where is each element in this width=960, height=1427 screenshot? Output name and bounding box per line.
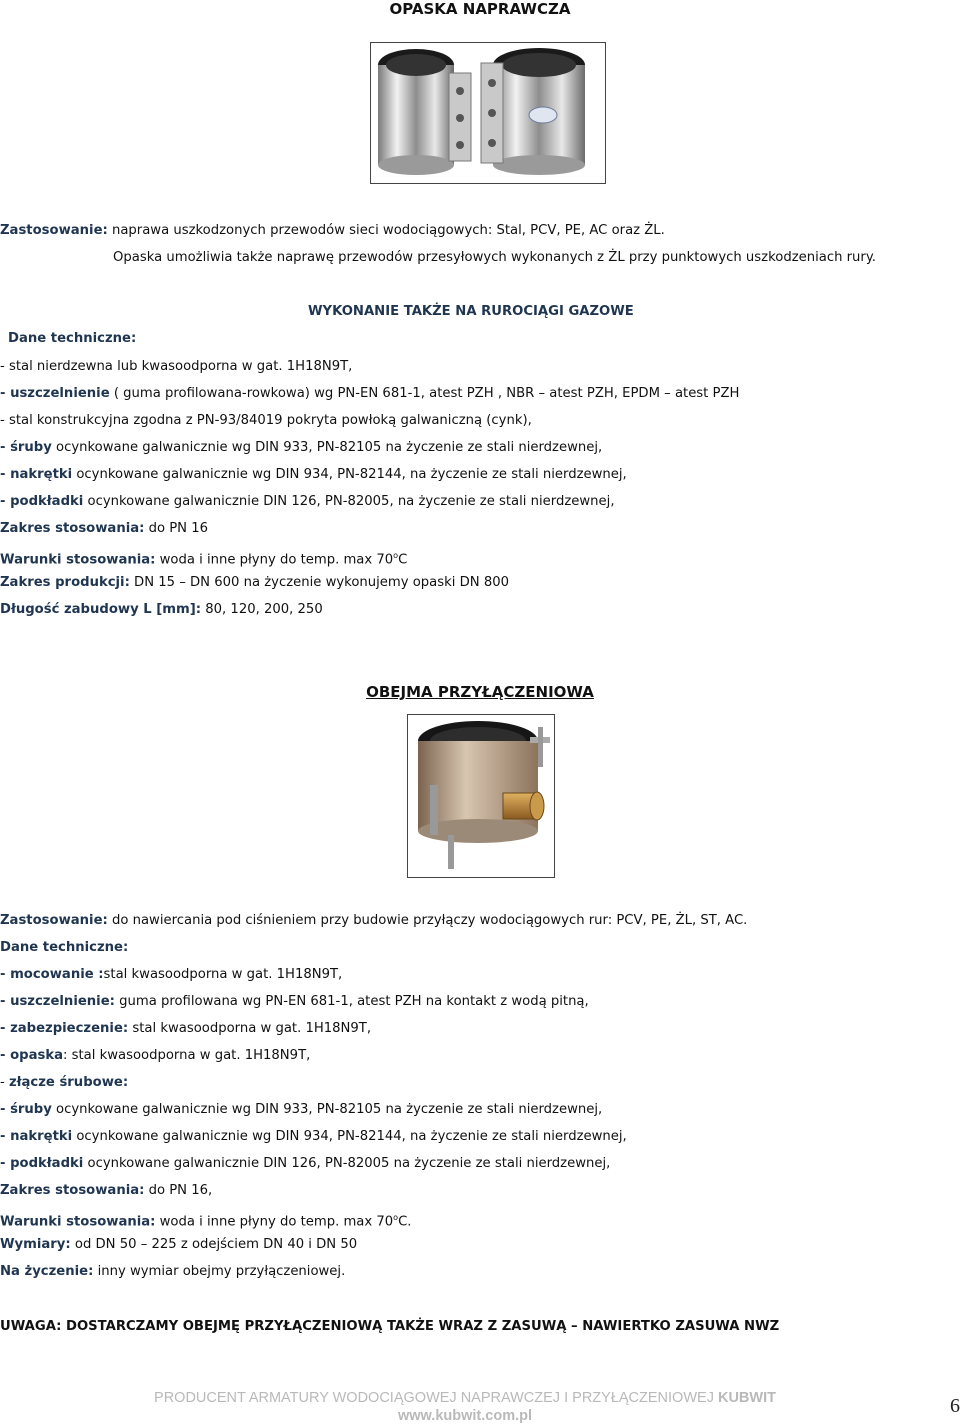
s1-bolts-text: ocynkowane galwanicznie wg DIN 933, PN-82105 na życzenie ze stali nierdzewnej,: [51, 440, 603, 455]
tapping-saddle-image: [408, 715, 554, 877]
s1-washers-text: ocynkowane galwanicznie DIN 126, PN-82005, na życzenie ze stali nierdzewnej,: [83, 494, 615, 509]
s2-line-bolts: [0, 1101, 602, 1119]
s2-conditions-unit: C.: [398, 1214, 412, 1230]
s1-line-range: [0, 520, 208, 538]
s2-range-text: do PN 16,: [144, 1183, 213, 1198]
s2-line-seal: [0, 993, 589, 1011]
s2-mounting-label: - mocowanie :: [0, 967, 104, 982]
s2-washers-text: ocynkowane galwanicznie DIN 126, PN-82005 na życzenie ze stali nierdzewnej,: [83, 1156, 611, 1171]
s2-line-washers: [0, 1155, 610, 1173]
s1-length-text: 80, 120, 200, 250: [201, 602, 323, 617]
s2-range-label: Zakres stosowania:: [0, 1183, 145, 1198]
s1-production-label: Zakres produkcji:: [0, 575, 130, 590]
s2-notice: UWAGA: DOSTARCZAMY OBEJMĘ PRZYŁĄCZENIOWĄ TAKŻE WRAZ Z ZASUWĄ – NAWIERTKO ZASUWA NWZ: [0, 1319, 780, 1334]
s2-degree-sup: o: [393, 1213, 399, 1222]
s2-line-band: [0, 1047, 310, 1065]
s1-application-label: Zastosowanie:: [0, 223, 108, 238]
footer-brand: KUBWIT: [717, 1390, 776, 1406]
page-number: 6: [950, 1395, 960, 1417]
s2-request-text: inny wymiar obejmy przyłączeniowej.: [93, 1264, 346, 1279]
s1-length-label: Długość zabudowy L [mm]:: [0, 602, 202, 617]
s1-seal-text: ( guma profilowana-rowkowa) wg PN-EN 681-1, atest PZH , NBR – atest PZH, EPDM – atest PZH: [109, 386, 740, 401]
s1-washers-label: - podkładki: [0, 494, 84, 509]
section1-title: OPASKA NAPRAWCZA: [389, 0, 571, 18]
s2-washers-label: - podkładki: [0, 1156, 84, 1171]
s1-range-label: Zakres stosowania:: [0, 521, 145, 536]
s1-application: [0, 222, 665, 240]
repair-clamp-image: [371, 43, 605, 183]
tapping-saddle-photo: [407, 714, 555, 878]
s2-line-protection: [0, 1020, 371, 1038]
s2-line-nuts: [0, 1128, 627, 1146]
s2-line-range: [0, 1182, 212, 1200]
s2-dimensions-text: od DN 50 – 225 z odejściem DN 40 i DN 50: [70, 1237, 358, 1252]
s1-line-structural: - stal konstrukcyjna zgodna z PN-93/84019 pokryta powłoką galwaniczną (cynk),: [0, 413, 532, 428]
s1-line-nuts: [0, 466, 627, 484]
s2-band-label: - opaska: [0, 1048, 63, 1063]
s1-conditions-unit: C: [398, 552, 408, 568]
s2-bolts-label: - śruby: [0, 1102, 52, 1117]
s1-bolts-label: - śruby: [0, 440, 52, 455]
s2-line-dimensions: [0, 1236, 357, 1254]
s1-conditions-text: woda i inne płyny do temp. max 70: [155, 552, 394, 568]
s2-line-mounting: [0, 966, 342, 984]
s1-production-text: DN 15 – DN 600 na życzenie wykonujemy opaski DN 800: [129, 575, 509, 590]
s2-line-conditions: [0, 1209, 411, 1231]
s1-range-text: do PN 16: [144, 521, 209, 536]
s2-conditions-label: Warunki stosowania:: [0, 1214, 156, 1230]
s1-line-conditions: [0, 547, 407, 569]
s2-bolted-joint-dash: -: [0, 1075, 9, 1090]
s2-band-text: : stal kwasoodporna w gat. 1H18N9T,: [62, 1048, 311, 1063]
s2-seal-label: - uszczelnienie:: [0, 994, 115, 1009]
s2-seal-text: guma profilowana wg PN-EN 681-1, atest PZH na kontakt z wodą pitną,: [114, 994, 589, 1009]
footer-producer: [0, 1390, 930, 1406]
s1-conditions-label: Warunki stosowania:: [0, 552, 156, 568]
section2-title: OBEJMA PRZYŁĄCZENIOWA: [366, 683, 594, 701]
repair-clamp-photo: [370, 42, 606, 184]
s1-line-length: [0, 601, 323, 619]
footer-producer-text: PRODUCENT ARMATURY WODOCIĄGOWEJ NAPRAWCZEJ I PRZYŁĄCZENIOWEJ: [154, 1390, 718, 1406]
s1-line-bolts: [0, 439, 602, 457]
s2-mounting-text: stal kwasoodporna w gat. 1H18N9T,: [103, 967, 343, 982]
s2-nuts-label: - nakrętki: [0, 1129, 73, 1144]
s2-application-label: Zastosowanie:: [0, 913, 108, 928]
s1-seal-label: - uszczelnienie: [0, 386, 110, 401]
s2-application-text: do nawiercania pod ciśnieniem przy budowie przyłączy wodociągowych rur: PCV, PE, ŻL, ST, AC.: [107, 913, 748, 928]
s1-application-text: naprawa uszkodzonych przewodów sieci wodociągowych: Stal, PCV, PE, AC oraz ŻL.: [107, 223, 665, 238]
s1-gas-note: WYKONANIE TAKŻE NA RUROCIĄGI GAZOWE: [308, 304, 634, 319]
s1-line-production: [0, 574, 509, 592]
s1-line-washers: [0, 493, 615, 511]
s1-line-seal: [0, 385, 739, 403]
footer-website[interactable]: www.kubwit.com.pl: [398, 1408, 532, 1424]
s1-application-line2: Opaska umożliwia także naprawę przewodów przesyłowych wykonanych z ŻL przy punktowych uszkodzeniach rury.: [113, 250, 876, 265]
s1-nuts-text: ocynkowane galwanicznie wg DIN 934, PN-82144, na życzenie ze stali nierdzewnej,: [72, 467, 627, 482]
s2-protection-text: stal kwasoodporna w gat. 1H18N9T,: [128, 1021, 372, 1036]
s2-line-bolted-joint: [0, 1074, 128, 1092]
s2-conditions-text: woda i inne płyny do temp. max 70: [155, 1214, 394, 1230]
s1-line-steel: - stal nierdzewna lub kwasoodporna w gat. 1H18N9T,: [0, 359, 353, 374]
s1-technical-data-label: Dane techniczne:: [8, 331, 137, 346]
s1-degree-sup: o: [393, 551, 399, 560]
s2-application: [0, 912, 747, 930]
s2-bolts-text: ocynkowane galwanicznie wg DIN 933, PN-82105 na życzenie ze stali nierdzewnej,: [51, 1102, 603, 1117]
s2-nuts-text: ocynkowane galwanicznie wg DIN 934, PN-82144, na życzenie ze stali nierdzewnej,: [72, 1129, 627, 1144]
s2-dimensions-label: Wymiary:: [0, 1237, 71, 1252]
s2-technical-data-label: Dane techniczne:: [0, 940, 129, 955]
s2-protection-label: - zabezpieczenie:: [0, 1021, 129, 1036]
s1-nuts-label: - nakrętki: [0, 467, 73, 482]
s2-request-label: Na życzenie:: [0, 1264, 94, 1279]
s2-line-request: [0, 1263, 345, 1281]
s2-bolted-joint-label: złącze śrubowe:: [8, 1075, 129, 1090]
